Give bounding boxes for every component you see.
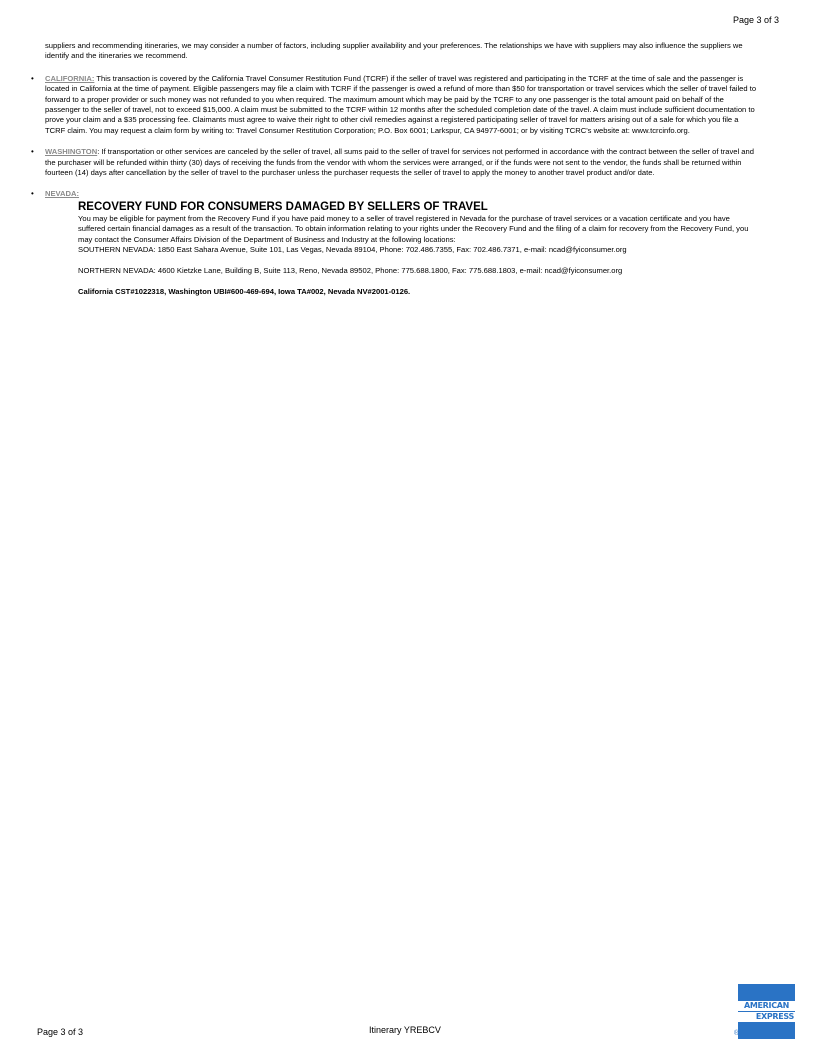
recovery-fund-body: You may be eligible for payment from the Recovery Fund if you have paid money to a seller of travel registered in Nevada for the purchase of travel services or a vacation certificate and you have suffered certain financial damages as a result of the transaction. To obtain information relating to your rights under the Recovery Fund and the filing of a claim for recovery from the Recovery Fund, you may contact the Consumer Affairs Division of the Department of Business and Industry at the following locations: <box>78 213 749 244</box>
logo-text-express: EXPRESS <box>755 1012 794 1021</box>
section-washington <box>31 147 757 178</box>
bullet-icon: • <box>31 147 34 157</box>
intro-paragraph: suppliers and recommending itineraries, we may consider a number of factors, including supplier availability and your preferences. The relationships we have with suppliers may also influence the suppliers we identify and the itineraries we recommend. <box>45 41 743 61</box>
washington-paragraph <box>45 147 757 178</box>
section-california <box>31 73 757 136</box>
washington-text: : If transportation or other services are canceled by the seller of travel, all sums paid to the seller of travel for services not performed in accordance with the contract between the seller of travel and the purchaser will be refunded within thirty (30) days of receiving the funds from the vendor with whom the services were arranged, or if the funds were not sent to the vendor, the funds shall be returned within fourteen (14) days after cancellation by the seller of travel to the purchaser unless the purchaser requests the seller of travel to apply the money to another travel product and/or date. <box>45 147 754 178</box>
california-paragraph <box>45 74 757 136</box>
document-body <box>31 41 757 308</box>
recovery-fund-title: RECOVERY FUND FOR CONSUMERS DAMAGED BY SELLERS OF TRAVEL <box>78 200 488 213</box>
american-express-logo <box>738 984 795 1039</box>
northern-nevada-address: NORTHERN NEVADA: 4600 Kietzke Lane, Building B, Suite 113, Reno, Nevada 89502, Phone: 775.688.1800, Fax: 775.688.1803, e-mail: ncad@fyiconsumer.org <box>78 265 623 275</box>
itinerary-code: Itinerary YREBCV <box>369 1025 441 1035</box>
washington-link[interactable]: WASHINGTON <box>45 147 98 157</box>
registration-numbers: California CST#1022318, Washington UBI#600-469-694, Iowa TA#002, Nevada NV#2001-0126. <box>78 286 411 296</box>
page-indicator-bottom: Page 3 of 3 <box>37 1027 84 1037</box>
page-indicator-top: Page 3 of 3 <box>732 15 779 25</box>
section-nevada <box>31 189 757 297</box>
california-text: This transaction is covered by the California Travel Consumer Restitution Fund (TCRF) if the seller of travel was registered and participating in the TCRF at the time of sale and the passenger is located in California at the time of payment. Eligible passengers may file a claim with TCRF if the passenger is owed a refund of more than $50 for transportation or travel services which the seller of travel failed to forward to a proper provider or such money was not refunded to you when required. The maximum amount which may be paid by the TCRF to any one passenger is the total amount paid on behalf of the passenger to the seller of travel, not to exceed $15,000. A claim must be submitted to the TCRF within 12 months after the scheduled completion date of the travel. A claim must include sufficient documentation to prove your claim and a $35 processing fee. Claimants must agree to waive their right to other civil remedies against a registered participating seller of travel for matters arising out of a sale for which you file a TCRF claim. You may request a claim form by writing to: Travel Consumer Restitution Corporation; P.O. Box 6001; Larkspur, CA 94977-6001; or by visiting TCRC's website at: www.tcrcinfo.org. <box>45 73 757 135</box>
bullet-icon: • <box>31 189 34 199</box>
california-link[interactable]: CALIFORNIA: <box>45 73 95 83</box>
nevada-details <box>78 200 757 297</box>
southern-nevada-address: SOUTHERN NEVADA: 1850 East Sahara Avenue, Suite 101, Las Vegas, Nevada 89104, Phone: 702.486.7355, Fax: 702.486.7371, e-mail: ncad@fyiconsumer.org <box>78 245 627 255</box>
nevada-paragraph <box>45 189 757 199</box>
logo-registered-mark: ® <box>734 1030 740 1037</box>
logo-text-american: AMERICAN <box>743 1001 790 1010</box>
bullet-icon: • <box>31 73 34 83</box>
nevada-link[interactable]: NEVADA: <box>45 189 80 199</box>
